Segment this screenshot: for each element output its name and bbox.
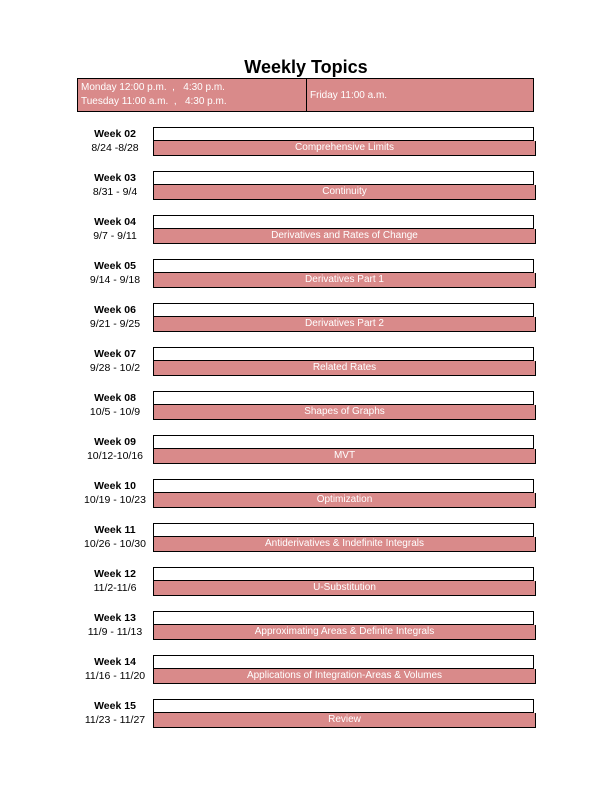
week-label: Week 06: [94, 304, 136, 316]
week-dates: 10/5 - 10/9: [89, 406, 141, 418]
week-label: Week 02: [94, 128, 136, 140]
week-blank-cell: [153, 259, 534, 273]
week-row: [80, 611, 534, 640]
week-row: [80, 699, 534, 728]
week-row: [80, 259, 534, 288]
week-label: Week 07: [94, 348, 136, 360]
week-blank-cell: [153, 391, 534, 405]
week-dates: 10/19 - 10/23: [84, 494, 146, 506]
week-topic: Derivatives and Rates of Change: [153, 229, 536, 244]
week-dates: 9/21 - 9/25: [89, 318, 141, 330]
week-dates: 10/26 - 10/30: [84, 538, 146, 550]
week-label: Week 13: [94, 612, 136, 624]
week-label: Week 15: [94, 700, 136, 712]
week-blank-cell: [153, 699, 534, 713]
week-dates: 9/28 - 10/2: [89, 362, 141, 374]
week-row: [80, 567, 534, 596]
week-blank-cell: [153, 611, 534, 625]
week-dates: 10/12-10/16: [86, 450, 144, 462]
week-dates: 11/23 - 11/27: [84, 714, 146, 726]
week-dates: 11/16 - 11/20: [84, 670, 146, 682]
week-label: Week 09: [94, 436, 136, 448]
week-topic: Derivatives Part 1: [153, 273, 536, 288]
week-label: Week 08: [94, 392, 136, 404]
week-label: Week 03: [94, 172, 136, 184]
week-topic: MVT: [153, 449, 536, 464]
week-topic: Derivatives Part 2: [153, 317, 536, 332]
week-blank-cell: [153, 435, 534, 449]
week-label: Week 04: [94, 216, 136, 228]
schedule-right-cell: Friday 11:00 a.m.: [310, 89, 388, 101]
schedule-left-cell: [78, 79, 307, 111]
week-row: [80, 303, 534, 332]
week-label: Week 14: [94, 656, 136, 668]
week-label: Week 10: [94, 480, 136, 492]
week-row: [80, 435, 534, 464]
week-dates: 8/24 -8/28: [91, 142, 139, 154]
week-blank-cell: [153, 479, 534, 493]
week-row: [80, 215, 534, 244]
week-blank-cell: [153, 303, 534, 317]
week-topic: Related Rates: [153, 361, 536, 376]
week-dates: 11/2-11/6: [93, 582, 137, 594]
week-blank-cell: [153, 567, 534, 581]
week-dates: 9/14 - 9/18: [89, 274, 141, 286]
week-label: Week 12: [94, 568, 136, 580]
week-topic: Review: [153, 713, 536, 728]
week-row: [80, 655, 534, 684]
week-row: [80, 391, 534, 420]
schedule-line-monday: Monday 12:00 p.m. , 4:30 p.m.: [81, 82, 225, 93]
week-dates: 8/31 - 9/4: [92, 186, 138, 198]
week-dates: 11/9 - 11/13: [87, 626, 143, 638]
week-blank-cell: [153, 127, 534, 141]
week-topic: U-Substitution: [153, 581, 536, 596]
week-row: [80, 127, 534, 156]
week-row: [80, 523, 534, 552]
page-title: Weekly Topics: [244, 57, 368, 77]
week-topic: Applications of Integration-Areas & Volumes: [153, 669, 536, 684]
week-blank-cell: [153, 347, 534, 361]
week-row: [80, 171, 534, 200]
schedule-line-tuesday: Tuesday 11:00 a.m. , 4:30 p.m.: [81, 96, 227, 107]
week-blank-cell: [153, 655, 534, 669]
week-topic: Continuity: [153, 185, 536, 200]
week-topic: Antiderivatives & Indefinite Integrals: [153, 537, 536, 552]
week-label: Week 05: [94, 260, 136, 272]
week-topic: Optimization: [153, 493, 536, 508]
week-blank-cell: [153, 171, 534, 185]
week-blank-cell: [153, 215, 534, 229]
week-row: [80, 479, 534, 508]
week-label: Week 11: [94, 524, 136, 536]
schedule-table: [77, 78, 534, 112]
week-dates: 9/7 - 9/11: [93, 230, 137, 242]
week-blank-cell: [153, 523, 534, 537]
week-topic: Comprehensive Limits: [153, 141, 536, 156]
week-topic: Approximating Areas & Definite Integrals: [153, 625, 536, 640]
week-row: [80, 347, 534, 376]
week-topic: Shapes of Graphs: [153, 405, 536, 420]
